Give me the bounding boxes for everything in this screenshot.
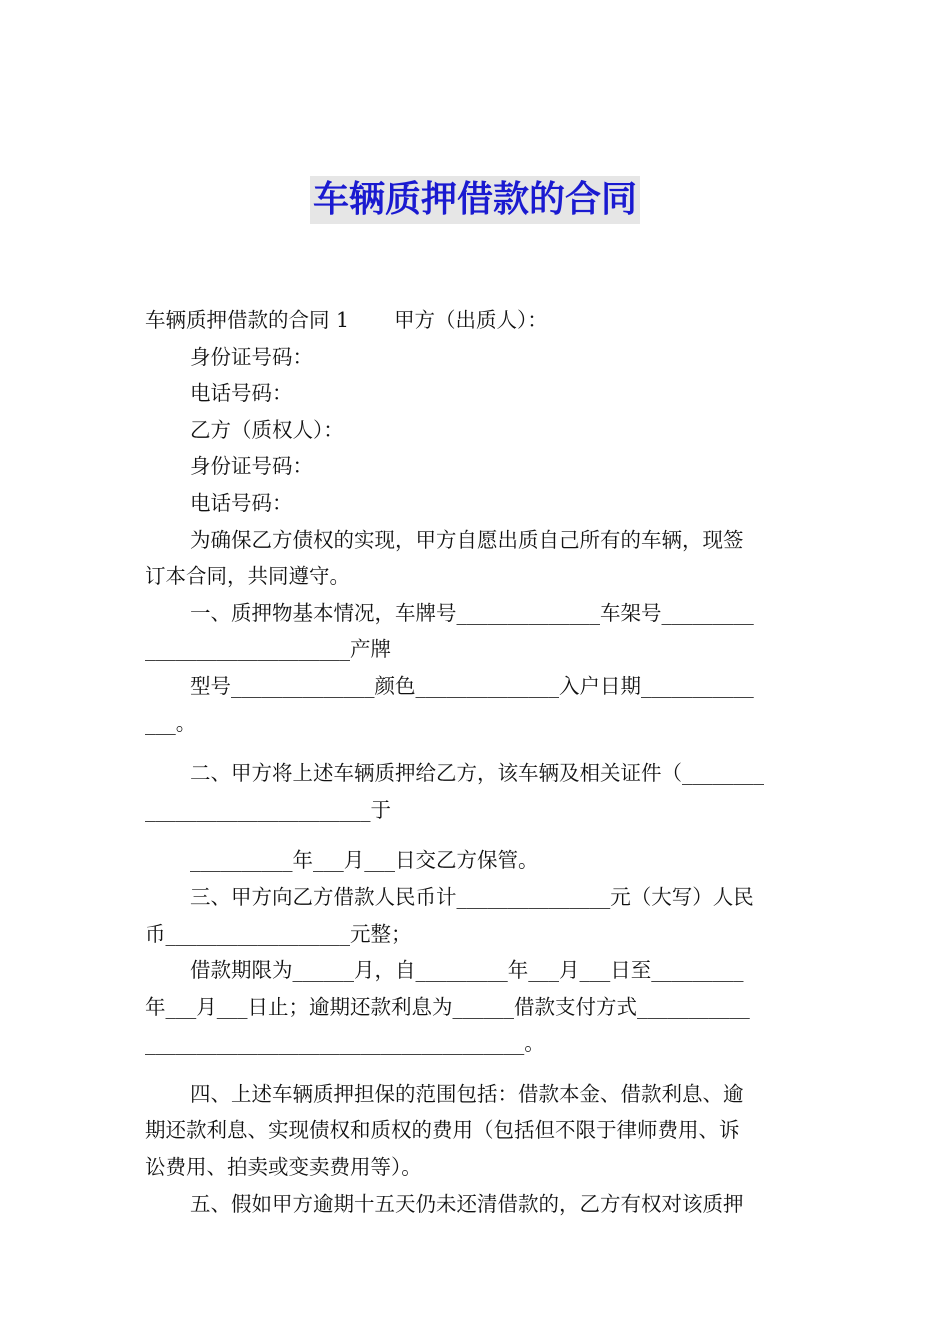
party-b-id: 身份证号码： [190, 454, 313, 479]
clause-4-line-3: 讼费用、拍卖或变卖费用等）。 [145, 1155, 422, 1180]
party-a-label: 甲方（出质人）： [394, 308, 548, 332]
clause-4-line-1: 四、上述车辆质押担保的范围包括：借款本金、借款利息、逾 [190, 1081, 744, 1106]
party-a-id: 身份证号码： [190, 344, 313, 369]
preamble-line-2: 订本合同，共同遵守。 [145, 564, 350, 589]
clause-4-line-2: 期还款利息、实现债权和质权的费用（包括但不限于律师费用、诉 [145, 1118, 740, 1143]
clause-1-line-1: 一、质押物基本情况，车牌号______________车架号_________ [190, 600, 754, 625]
clause-5-line-1: 五、假如甲方逾期十五天仍未还清借款的，乙方有权对该质押 [190, 1191, 744, 1216]
clause-2-line-3: __________年___月___日交乙方保管。 [190, 848, 539, 873]
document-body [145, 302, 807, 1222]
clause-1-line-3: 型号______________颜色______________入户日期___________ [190, 673, 754, 698]
party-a-phone: 电话号码： [190, 381, 293, 406]
clause-2-line-1: 二、甲方将上述车辆质押给乙方，该车辆及相关证件（________ [190, 761, 764, 786]
clause-1-line-4: ___。 [145, 710, 197, 735]
intro-heading: 车辆质押借款的合同 1 [145, 308, 350, 332]
clause-3-line-4: 年___月___日止；逾期还款利息为______借款支付方式___________ [145, 994, 750, 1019]
clause-2-line-2: ______________________于 [145, 797, 391, 822]
intro-line [145, 302, 807, 339]
clause-3-line-2: 币__________________元整； [145, 921, 412, 946]
clause-1-line-2: ____________________产牌 [145, 637, 391, 662]
document-title: 车辆质押借款的合同 [310, 176, 640, 224]
party-b-label: 乙方（质权人）： [190, 417, 344, 442]
clause-3-line-5: _____________________________________。 [145, 1031, 545, 1056]
clause-3-line-1: 三、甲方向乙方借款人民币计_______________元（大写）人民 [190, 884, 754, 909]
party-b-phone: 电话号码： [190, 490, 293, 515]
preamble-line-1: 为确保乙方债权的实现，甲方自愿出质自己所有的车辆，现签 [190, 527, 744, 552]
title-wrapper [0, 176, 950, 224]
clause-3-line-3: 借款期限为______月，自_________年___月___日至_________ [190, 958, 744, 983]
